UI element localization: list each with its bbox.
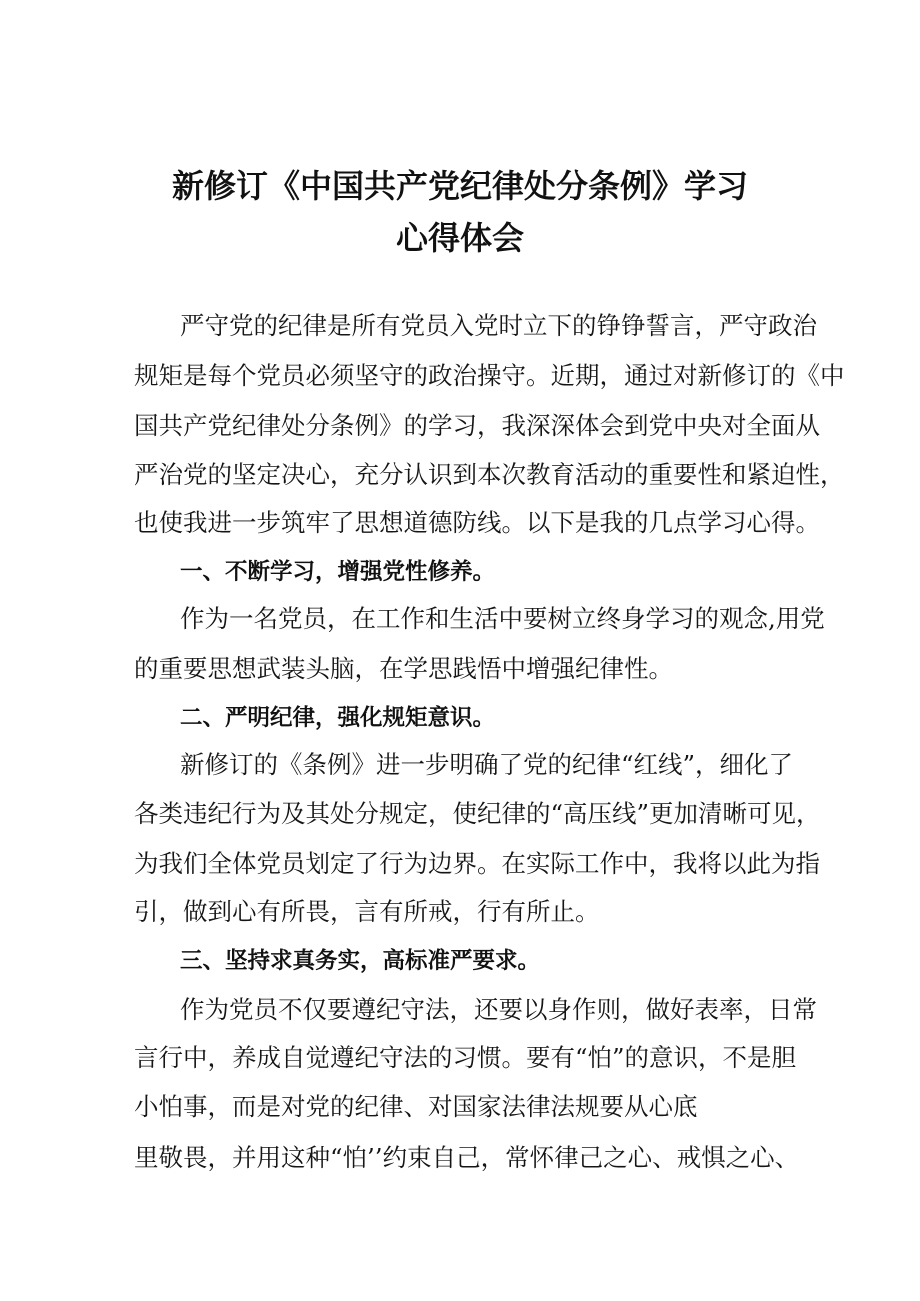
- section-1-heading: 一、不断学习，增强党性修养。: [180, 559, 496, 585]
- section-3-line-4: 里敬畏，并用这种“怕’’约束自己，常怀律己之心、戒惧之心、: [134, 1143, 800, 1172]
- section-1-line-1: 作为一名党员，在工作和生活中要树立终身学习的观念,用党: [180, 604, 825, 633]
- section-1-line-2: 的重要思想武装头脑，在学思践悟中增强纪律性。: [134, 654, 673, 683]
- page-title-line-1: 新修订《中国共产党纪律处分条例》学习: [171, 167, 748, 205]
- section-2-line-2: 各类违纪行为及其处分规定，使纪律的“高压线”更加清晰可见，: [134, 799, 821, 828]
- intro-line-4: 严治党的坚定决心，充分认识到本次教育活动的重要性和紧迫性，: [134, 460, 845, 489]
- section-3-line-2: 言行中，养成自觉遵纪守法的习惯。要有“怕”的意识，不是胆: [134, 1043, 797, 1072]
- section-3-line-1: 作为党员不仅要遵纪守法，还要以身作则，做好表率，日常: [180, 995, 817, 1024]
- intro-line-2: 规矩是每个党员必须坚守的政治操守。近期，通过对新修订的《中: [134, 361, 845, 390]
- section-2-line-4: 引，做到心有所畏，言有所戒，行有所止。: [134, 897, 600, 926]
- intro-line-5: 也使我进一步筑牢了思想道德防线。以下是我的几点学习心得。: [134, 508, 820, 537]
- section-2-heading: 二、严明纪律，强化规矩意识。: [180, 705, 496, 731]
- section-3-heading: 三、坚持求真务实，高标准严要求。: [180, 948, 541, 974]
- section-3-line-3: 小怕事，而是对党的纪律、对国家法律法规要从心底: [134, 1092, 698, 1121]
- section-2-line-3: 为我们全体党员划定了行为边界。在实际工作中，我将以此为指: [134, 849, 820, 878]
- intro-line-3: 国共产党纪律处分条例》的学习，我深深体会到党中央对全面从: [134, 411, 820, 440]
- section-2-line-1: 新修订的《条例》进一步明确了党的纪律“红线”，细化了: [180, 750, 794, 779]
- intro-line-1: 严守党的纪律是所有党员入党时立下的铮铮誓言，严守政治: [180, 311, 817, 340]
- page-title-line-2: 心得体会: [395, 219, 524, 257]
